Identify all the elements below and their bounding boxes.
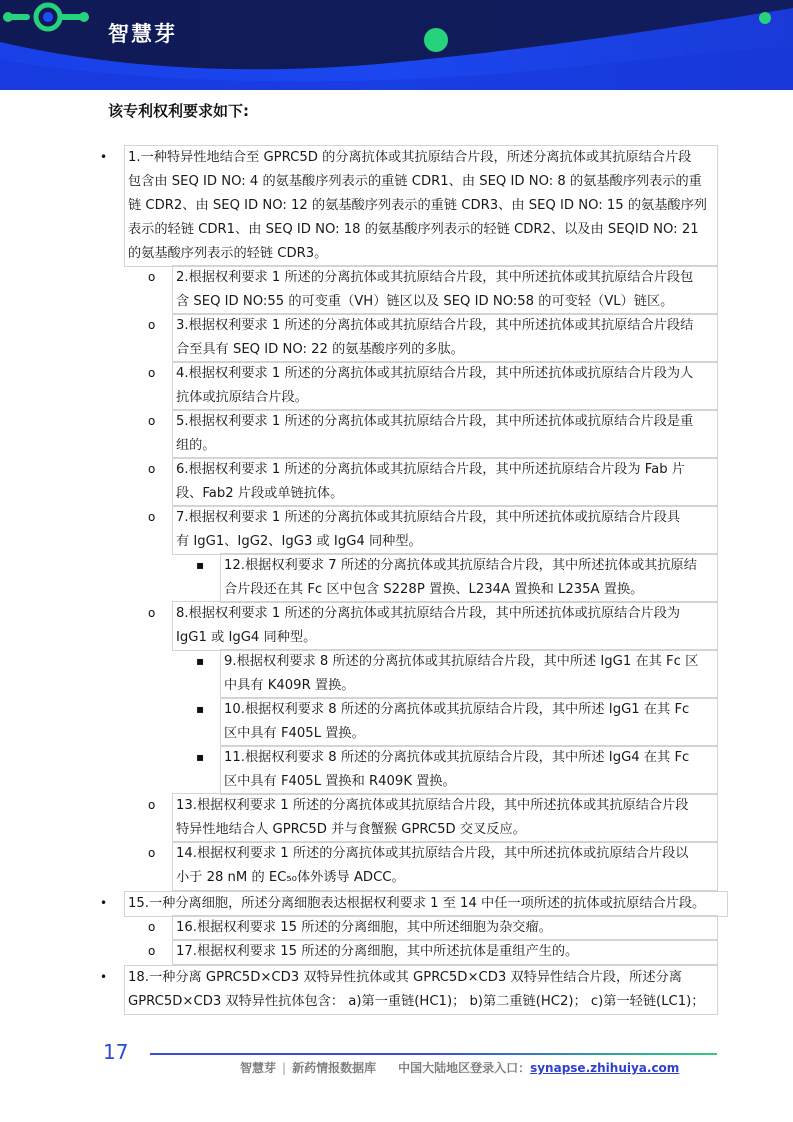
claim-bullet: o	[148, 414, 156, 428]
claim-line: 含 SEQ ID NO:55 的可变重（VH）链区以及 SEQ ID NO:58 的可变轻（VL）链区。	[176, 294, 674, 309]
claim-line: 9.根据权利要求 8 所述的分离抗体或其抗原结合片段，其中所述 IgG1 在其 Fc 区	[224, 654, 699, 669]
claim-line: 7.根据权利要求 1 所述的分离抗体或其抗原结合片段，其中所述抗体或抗原结合片段具	[176, 510, 681, 525]
section-title: 该专利权利要求如下:	[108, 102, 249, 120]
header-banner	[0, 0, 793, 90]
claim-line: 包含由 SEQ ID NO: 4 的氨基酸序列表示的重链 CDR1、由 SEQ ID NO: 8 的氨基酸序列表示的重	[128, 174, 702, 189]
claim-c11	[220, 745, 718, 795]
claim-c9	[220, 649, 718, 699]
claim-line: 段、Fab2 片段或单链抗体。	[176, 486, 344, 501]
green-dot-large	[424, 28, 448, 52]
claim-line: 有 IgG1、IgG2、IgG3 或 IgG4 同种型。	[176, 534, 422, 549]
claim-line: 抗体或抗原结合片段。	[176, 390, 308, 405]
claim-bullet: o	[148, 510, 156, 524]
claim-bullet: o	[148, 270, 156, 284]
claim-line: 特异性地结合人 GPRC5D 并与食蟹猴 GPRC5D 交叉反应。	[176, 822, 526, 837]
claim-c5	[172, 409, 718, 459]
claim-c12	[220, 553, 718, 603]
claim-bullet: o	[148, 366, 156, 380]
claim-line: 3.根据权利要求 1 所述的分离抗体或其抗原结合片段，其中所述抗体或其抗原结合片段结	[176, 318, 694, 333]
claim-line: 17.根据权利要求 15 所述的分离细胞，其中所述抗体是重组产生的。	[176, 944, 579, 959]
footer-product: 新药情报数据库	[292, 1061, 377, 1075]
claim-c6	[172, 457, 718, 507]
claim-bullet: •	[100, 970, 108, 984]
claim-bullet: o	[148, 846, 156, 860]
footer-brand: 智慧芽	[240, 1061, 277, 1075]
claim-line: 14.根据权利要求 1 所述的分离抗体或其抗原结合片段，其中所述抗体或抗原结合片段以	[176, 846, 689, 861]
claim-bullet: o	[148, 798, 156, 812]
claim-line: 表示的轻链 CDR1、由 SEQ ID NO: 18 的氨基酸序列表示的轻链 CDR2、以及由 SEQID NO: 21	[128, 222, 699, 237]
claim-c13	[172, 793, 718, 843]
claim-c18	[124, 965, 718, 1015]
green-dot-small	[759, 12, 771, 24]
claim-bullet: o	[148, 318, 156, 332]
claim-c8	[172, 601, 718, 651]
claim-line: 16.根据权利要求 15 所述的分离细胞，其中所述细胞为杂交瘤。	[176, 920, 552, 935]
claim-c4	[172, 361, 718, 411]
page-number: 17	[103, 1040, 129, 1064]
claim-line: 13.根据权利要求 1 所述的分离抗体或其抗原结合片段，其中所述抗体或其抗原结合片段	[176, 798, 689, 813]
footer-link[interactable]: synapse.zhihuiya.com	[530, 1061, 680, 1075]
claim-c14	[172, 841, 718, 891]
claim-bullet: •	[100, 896, 108, 910]
claim-bullet: ▪	[196, 558, 205, 572]
claim-line: 链 CDR2、由 SEQ ID NO: 12 的氨基酸序列表示的重链 CDR3、由 SEQ ID NO: 15 的氨基酸序列	[128, 198, 707, 213]
claim-bullet: ▪	[196, 654, 205, 668]
footer-divider	[150, 1053, 717, 1055]
claim-bullet: •	[100, 150, 108, 164]
claim-c15	[124, 891, 728, 917]
claim-c17	[172, 939, 718, 965]
claim-line: 5.根据权利要求 1 所述的分离抗体或其抗原结合片段，其中所述抗体或抗原结合片段是重	[176, 414, 694, 429]
claim-bullet: o	[148, 944, 156, 958]
claim-line: 区中具有 F405L 置换。	[224, 726, 365, 741]
claim-line: 18.一种分离 GPRC5D×CD3 双特异性抗体或其 GPRC5D×CD3 双特异性结合片段，所述分离	[128, 970, 682, 985]
claim-line: GPRC5D×CD3 双特异性抗体包含： a)第一重链(HC1)； b)第二重链(HC2)； c)第一轻链(LC1)；	[128, 994, 705, 1009]
brand-name: 智慧芽	[108, 22, 177, 46]
footer-info	[240, 1059, 679, 1076]
claim-line: 中具有 K409R 置换。	[224, 678, 355, 693]
claim-line: 2.根据权利要求 1 所述的分离抗体或其抗原结合片段，其中所述抗体或其抗原结合片段包	[176, 270, 694, 285]
claim-line: 10.根据权利要求 8 所述的分离抗体或其抗原结合片段，其中所述 IgG1 在其 Fc	[224, 702, 690, 717]
claim-line: 1.一种特异性地结合至 GPRC5D 的分离抗体或其抗原结合片段，所述分离抗体或其抗原结合片段	[128, 150, 692, 165]
claim-line: 4.根据权利要求 1 所述的分离抗体或其抗原结合片段，其中所述抗体或抗原结合片段为人	[176, 366, 694, 381]
claim-line: 合至具有 SEQ ID NO: 22 的氨基酸序列的多肽。	[176, 342, 464, 357]
claim-line: 合片段还在其 Fc 区中包含 S228P 置换、L234A 置换和 L235A 置换。	[224, 582, 644, 597]
claim-line: 15.一种分离细胞，所述分离细胞表达根据权利要求 1 至 14 中任一项所述的抗体或抗原结合片段。	[128, 896, 706, 911]
footer-region-label: 中国大陆地区登录入口：	[398, 1061, 531, 1075]
claim-line: 8.根据权利要求 1 所述的分离抗体或其抗原结合片段，其中所述抗体或抗原结合片段为	[176, 606, 681, 621]
claim-line: 的氨基酸序列表示的轻链 CDR3。	[128, 246, 328, 261]
claim-line: 12.根据权利要求 7 所述的分离抗体或其抗原结合片段，其中所述抗体或其抗原结	[224, 558, 697, 573]
claim-line: 11.根据权利要求 8 所述的分离抗体或其抗原结合片段，其中所述 IgG4 在其 Fc	[224, 750, 690, 765]
claim-c2	[172, 265, 718, 315]
claim-bullet: o	[148, 606, 156, 620]
footer-separator: |	[282, 1061, 287, 1075]
claim-line: 小于 28 nM 的 EC₅₀体外诱导 ADCC。	[176, 870, 405, 885]
claim-c16	[172, 915, 718, 941]
claim-bullet: ▪	[196, 702, 205, 716]
claim-line: 组的。	[176, 438, 216, 453]
claim-line: IgG1 或 IgG4 同种型。	[176, 630, 317, 645]
claim-line: 区中具有 F405L 置换和 R409K 置换。	[224, 774, 456, 789]
claim-c7	[172, 505, 718, 555]
claim-c3	[172, 313, 718, 363]
claim-c10	[220, 697, 718, 747]
claim-bullet: ▪	[196, 750, 205, 764]
claim-bullet: o	[148, 462, 156, 476]
claim-bullet: o	[148, 920, 156, 934]
claim-c1	[124, 145, 718, 267]
brand-logo-icon	[0, 0, 90, 34]
claim-line: 6.根据权利要求 1 所述的分离抗体或其抗原结合片段，其中所述抗原结合片段为 Fab 片	[176, 462, 685, 477]
